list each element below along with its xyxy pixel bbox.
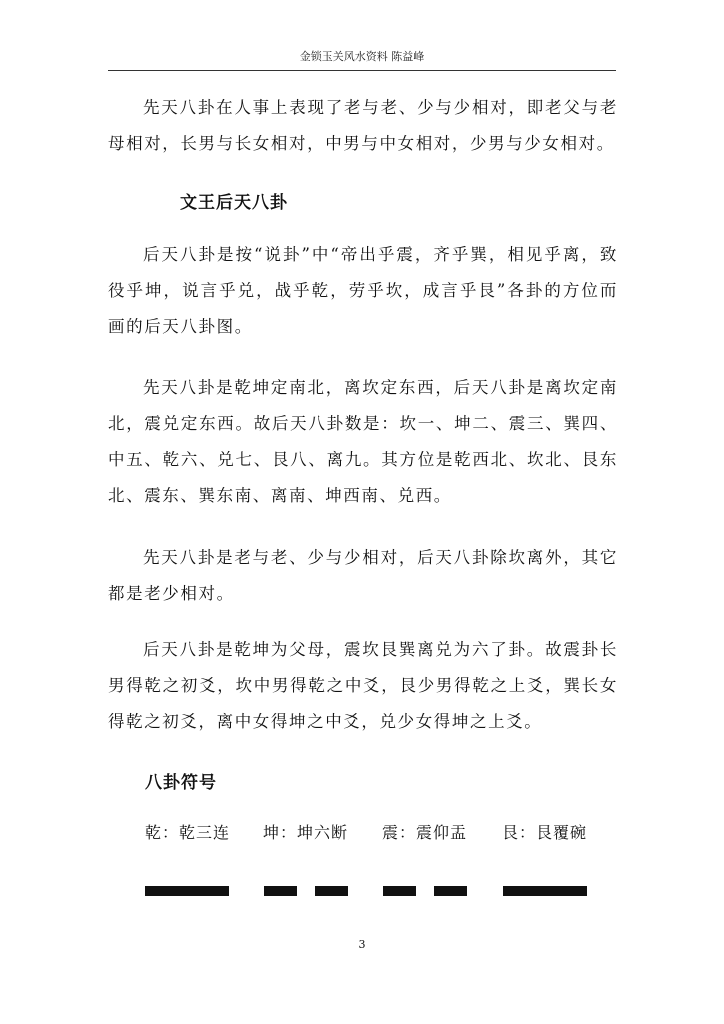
heading-king-wen: 文王后天八卦 bbox=[180, 193, 288, 213]
paragraph-houtian-numbers: 先天八卦是乾坤定南北，离坎定东西，后天八卦是离坎定南北，震兑定东西。故后天八卦数是：坎一、坤二、震三、巽四、中五、乾六、兑七、艮八、离九。其方位是乾西北、坎北、艮东北、震东、巽东南、离南、坤西南、兑西。 bbox=[108, 378, 618, 505]
trigram-kun-label: 坤：坤六断 bbox=[263, 823, 349, 842]
qian-solid-line bbox=[145, 886, 229, 896]
paragraph-houtian-origin: 后天八卦是按“说卦”中“帝出乎震，齐乎巽，相见乎离，致役乎坤，说言乎兑，战乎乾，劳乎坎，成言乎艮”各卦的方位而画的后天八卦图。 bbox=[108, 245, 618, 336]
paragraph-houtian-pairs: 先天八卦是老与老、少与少相对，后天八卦除坎离外，其它都是老少相对。 bbox=[108, 548, 618, 603]
paragraph-xiantian-relations: 先天八卦在人事上表现了老与老、少与少相对，即老父与老母相对，长男与长女相对，中男与中女相对，少男与少女相对。 bbox=[108, 98, 618, 153]
kun-line-right bbox=[315, 886, 348, 896]
page-number: 3 bbox=[358, 938, 366, 951]
heading-symbols: 八卦符号 bbox=[145, 773, 217, 793]
paragraph-houtian-lines: 后天八卦是乾坤为父母，震坎艮巽离兑为六了卦。故震卦长男得乾之初爻，坎中男得乾之中爻，艮少男得乾之上爻，巽长女得乾之初爻，离中女得坤之中爻，兑少女得坤之上爻。 bbox=[108, 640, 618, 731]
zhen-line-left bbox=[383, 886, 416, 896]
kun-line-left bbox=[264, 886, 297, 896]
trigram-zhen-label: 震：震仰盂 bbox=[382, 823, 468, 842]
zhen-line-right bbox=[434, 886, 467, 896]
trigram-qian-label: 乾：乾三连 bbox=[145, 823, 231, 842]
gen-solid-line bbox=[503, 886, 587, 896]
page-header: 金锁玉关风水资料 陈益峰 bbox=[108, 48, 616, 71]
trigram-line-row bbox=[0, 886, 724, 898]
trigram-gen-label: 艮：艮覆碗 bbox=[502, 823, 588, 842]
